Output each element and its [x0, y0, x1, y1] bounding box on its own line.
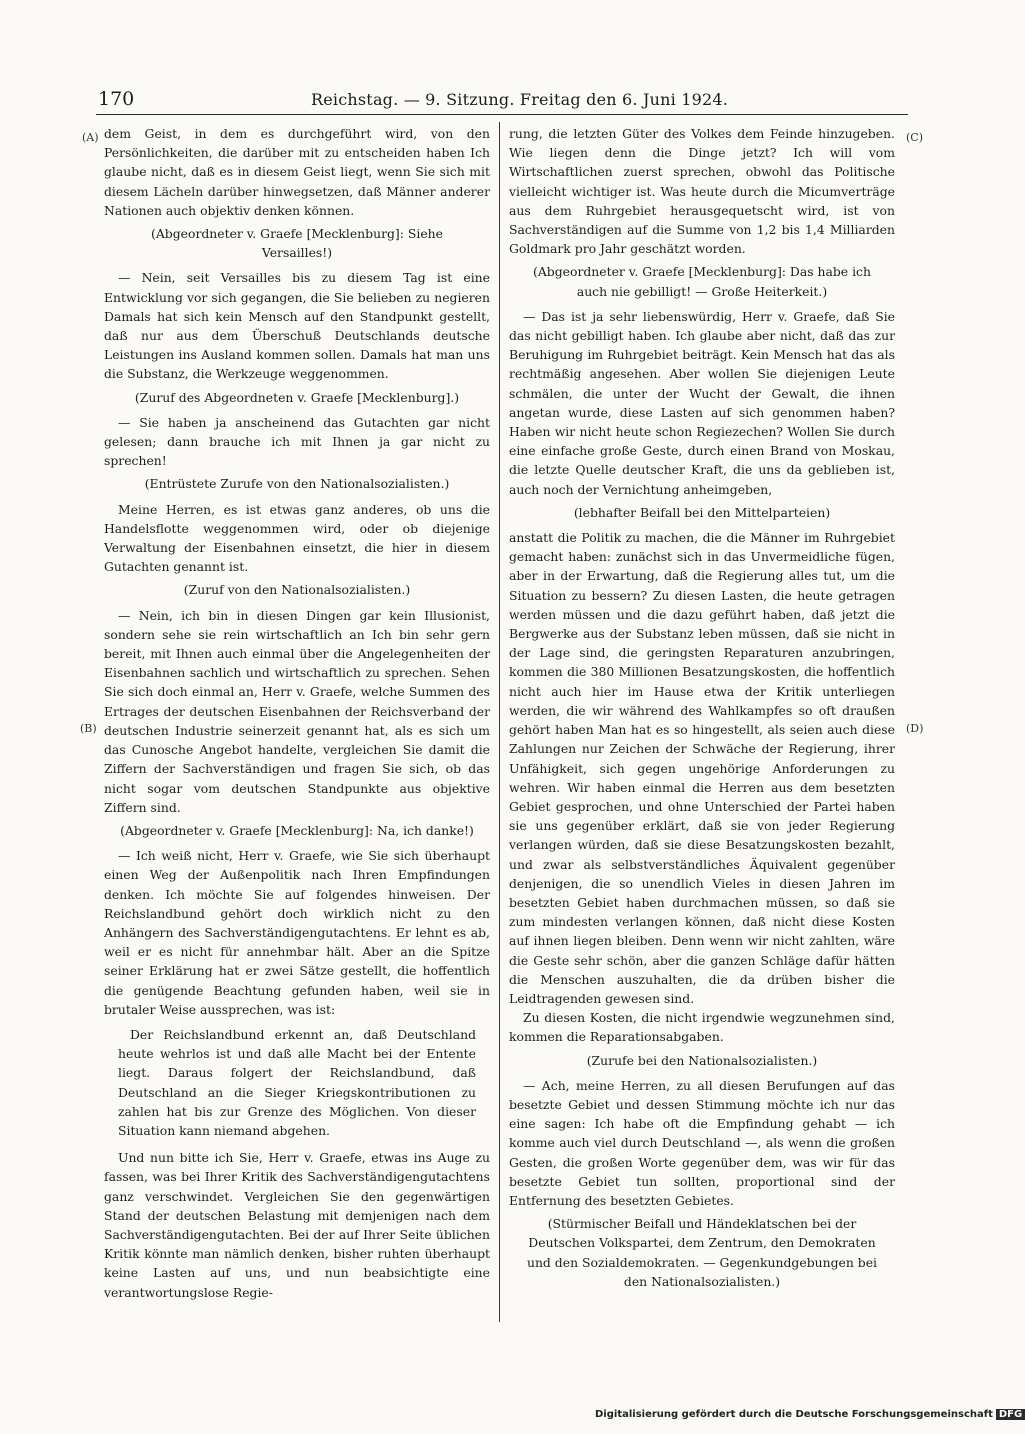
paragraph: dem Geist, in dem es durchgeführt wird, von den Persönlichkeiten, die darüber mit zu entscheiden haben Ich glaube nicht, daß es in diesem Geist liegt, wenn Sie sich mit diesem Lächeln darüber hinwegsetzen, daß Männer anderer Nationen auch objektiv denken können. [104, 126, 490, 218]
interjection: (Abgeordneter v. Graefe [Mecklenburg]: Das habe ich auch nie gebilligt! — Große Heiterkeit.) [533, 264, 871, 299]
page-header [96, 86, 896, 116]
column-divider [499, 122, 500, 1322]
page-number: 170 [98, 88, 135, 110]
right-column [509, 124, 895, 1297]
interjection: (Abgeordneter v. Graefe [Mecklenburg]: Siehe Versailles!) [151, 226, 443, 261]
paragraph: — Nein, ich bin in diesen Dingen gar kein Illusionist, sondern sehe sie rein wirtschaftlich an Ich bin sehr gern bereit, mit Ihnen auch einmal über die Angelegenheiten der Eisenbahnen sachlich und wirtschaftlich zu sprechen. Sehen Sie sich doch einmal an, Herr v. Graefe, welche Summen des Ertrages der deutschen Eisenbahnen der Reichsverband der deutschen Industrie seinerzeit genannt hat, als es sich um das Cunosche Angebot handelte, vergleichen Sie damit die Ziffern der Sachverständigen und fragen Sie sich, ob das nicht sogar vom deutschen Standpunkte aus objektive Ziffern sind. [104, 607, 490, 815]
margin-marker-d: (D) [906, 722, 924, 735]
paragraph: Zu diesen Kosten, die nicht irgendwie wegzunehmen sind, kommen die Reparationsabgaben. [509, 1010, 895, 1045]
interjection: (Entrüstete Zurufe von den Nationalsozialisten.) [144, 476, 450, 492]
block-quote: Der Reichslandbund erkennt an, daß Deutschland heute wehrlos ist und daß alle Macht bei der Entente liegt. Daraus folgert der Reichslandbund, daß Deutschland an die Sieger Kriegskontributionen zu zahlen hat bis zur Grenze des Möglichen. Von dieser Situation kann niemand abgehen. [118, 1026, 476, 1138]
paragraph: — Ach, meine Herren, zu all diesen Berufungen auf das besetzte Gebiet und dessen Stimmung möchte ich nur das eine sagen: Ich habe oft die Empfindung gehabt — ich komme auch viel durch Deutschland —, als wenn die großen Gesten, die großen Worte gegenüber dem, was wir für das besetzte Gebiet tun sollten, proportional sind der Entfernung des besetzten Gebietes. [509, 1077, 895, 1208]
paragraph: — Nein, seit Versailles bis zu diesem Tag ist eine Entwicklung vor sich gegangen, die Sie belieben zu negieren Damals hat sich kein Mensch auf den Standpunkt gestellt, daß nur aus dem Überschuß Deutschlands deutsche Leistungen ins Ausland kommen sollen. Damals hat man uns die Substanz, die Werkzeuge weggenommen. [104, 270, 490, 382]
paragraph: anstatt die Politik zu machen, die die Männer im Ruhrgebiet gemacht haben: zunächst sich in das Unvermeidliche fügen, aber in der Erwartung, daß die Regierung alles tut, um die Situation zu bessern? Zu diesen Lasten, die heute getragen werden müssen und die dazu geführt haben, daß jetzt die Bergwerke aus der Substanz leben müssen, daß sie nicht in der Lage sind, die geringsten Reparaturen anzubringen, kommen die 380 Millionen Besatzungskosten, die hoffentlich nicht auch hier im Hause etwa der Kritik unterliegen werden, die wir während des Wahlkampfes so oft draußen gehört haben Man hat es so hingestellt, als seien auch diese Zahlungen nur Zeichen der Schwäche der Regierung, ihrer Unfähigkeit, sich gegen ungehörige Anforderungen zu wehren. Wir haben einmal die Herren aus dem besetzten Gebiet gesprochen, und ohne Unterschied der Partei haben sie uns gegenüber erklärt, daß sie von jeder Regierung verlangen würden, daß sie diese Besatzungskosten bezahlt, und zwar als selbstverständliches Äquivalent gegenüber denjenigen, die so unendlich Vieles in diesen Jahren im besetzten Gebiet haben durchmachen müssen, so daß sie zum mindesten verlangen können, daß nicht diese Kosten auf ihnen liegen bleiben. Denn wenn wir nicht zahlten, wäre die Geste sehr schön, aber die ganzen Schläge dafür hätten die Menschen auszuhalten, die da drüben bisher die Leidtragenden gewesen sind. [509, 530, 895, 1006]
interjection: (Zurufe bei den Nationalsozialisten.) [586, 1052, 818, 1068]
interjection: (Zuruf des Abgeordneten v. Graefe [Mecklenburg].) [134, 389, 460, 405]
interjection: (lebhafter Beifall bei den Mittelparteien) [573, 504, 831, 520]
running-title: Reichstag. — 9. Sitzung. Freitag den 6. Juni 1924. [311, 90, 729, 109]
header-rule [96, 114, 908, 115]
digitization-credit [595, 1409, 1025, 1420]
paragraph: rung, die letzten Güter des Volkes dem Feinde hinzugeben. Wie liegen denn die Dinge jetzt? Ich will vom Wirtschaftlichen zuerst sprechen, obwohl das Politische vielleicht wichtiger ist. Was heute durch die Micumverträge aus dem Ruhrgebiet herausgequetscht wird, ist von Sachverständigen auf die Summe von 1,2 bis 1,4 Milliarden Goldmark pro Jahr geschätzt worden. [509, 126, 895, 257]
interjection: (Abgeordneter v. Graefe [Mecklenburg]: Na, ich danke!) [120, 822, 474, 838]
margin-marker-c: (C) [906, 131, 923, 144]
left-column [104, 124, 490, 1302]
interjection: (Stürmischer Beifall und Händeklatschen bei der Deutschen Volkspartei, dem Zentrum, den Demokraten und den Sozialdemokraten. — Gegenkundgebungen bei den Nationalsozialisten.) [526, 1216, 878, 1289]
dfg-logo: DFG [996, 1409, 1025, 1420]
paragraph: — Das ist ja sehr liebenswürdig, Herr v. Graefe, daß Sie das nicht gebilligt haben. Ich glaube aber nicht, daß das zur Beruhigung im Ruhrgebiet beiträgt. Kein Mensch hat das als rechtmäßig angesehen. Aber wollen Sie diejenigen Leute schmälen, die unter der Wucht der Gewalt, die ihnen angetan wurde, diese Lasten auf sich genommen haben? Haben wir nicht heute schon Regiezechen? Wollen Sie durch eine einfache große Geste, durch einen Brand von Moskau, die letzte Quelle deutscher Kraft, die uns da geblieben ist, auch noch der Vernichtung anheimgeben, [509, 308, 895, 497]
margin-marker-a: (A) [82, 131, 99, 144]
margin-marker-b: (B) [80, 722, 97, 735]
credit-text: Digitalisierung gefördert durch die Deutsche Forschungsgemeinschaft [595, 1409, 993, 1420]
interjection: (Zuruf von den Nationalsozialisten.) [183, 582, 411, 598]
paragraph: — Sie haben ja anscheinend das Gutachten gar nicht gelesen; dann brauche ich mit Ihnen ja gar nicht zu sprechen! [104, 414, 490, 469]
paragraph: Meine Herren, es ist etwas ganz anderes, ob uns die Handelsflotte weggenommen wird, oder ob diejenige Verwaltung der Eisenbahnen einsetzt, die hier in diesem Gutachten genannt ist. [104, 501, 490, 575]
paragraph: — Ich weiß nicht, Herr v. Graefe, wie Sie sich überhaupt einen Weg der Außenpolitik nach Ihren Empfindungen denken. Ich möchte Sie auf folgendes hinweisen. Der Reichslandbund gehört doch wirklich nicht zu den Anhängern des Sachverständigengutachtens. Er lehnt es ab, weil er es nicht für annehmbar hält. Aber an die Spitze seiner Erklärung hat er zwei Sätze gestellt, die hoffentlich die genügende Beachtung gefunden haben, weil sie in brutaler Weise aussprechen, was ist: [104, 848, 490, 1017]
paragraph: Und nun bitte ich Sie, Herr v. Graefe, etwas ins Auge zu fassen, was bei Ihrer Kritik des Sachverständigengutachtens ganz verschwindet. Vergleichen Sie den gegenwärtigen Stand der deutschen Belastung mit demjenigen nach dem Sachverständigengutachten. Bei der auf Ihrer Seite üblichen Kritik könnte man nämlich denken, bisher ruhten überhaupt keine Lasten auf uns, und nun beabsichtigte eine verantwortungslose Regie- [104, 1150, 490, 1300]
